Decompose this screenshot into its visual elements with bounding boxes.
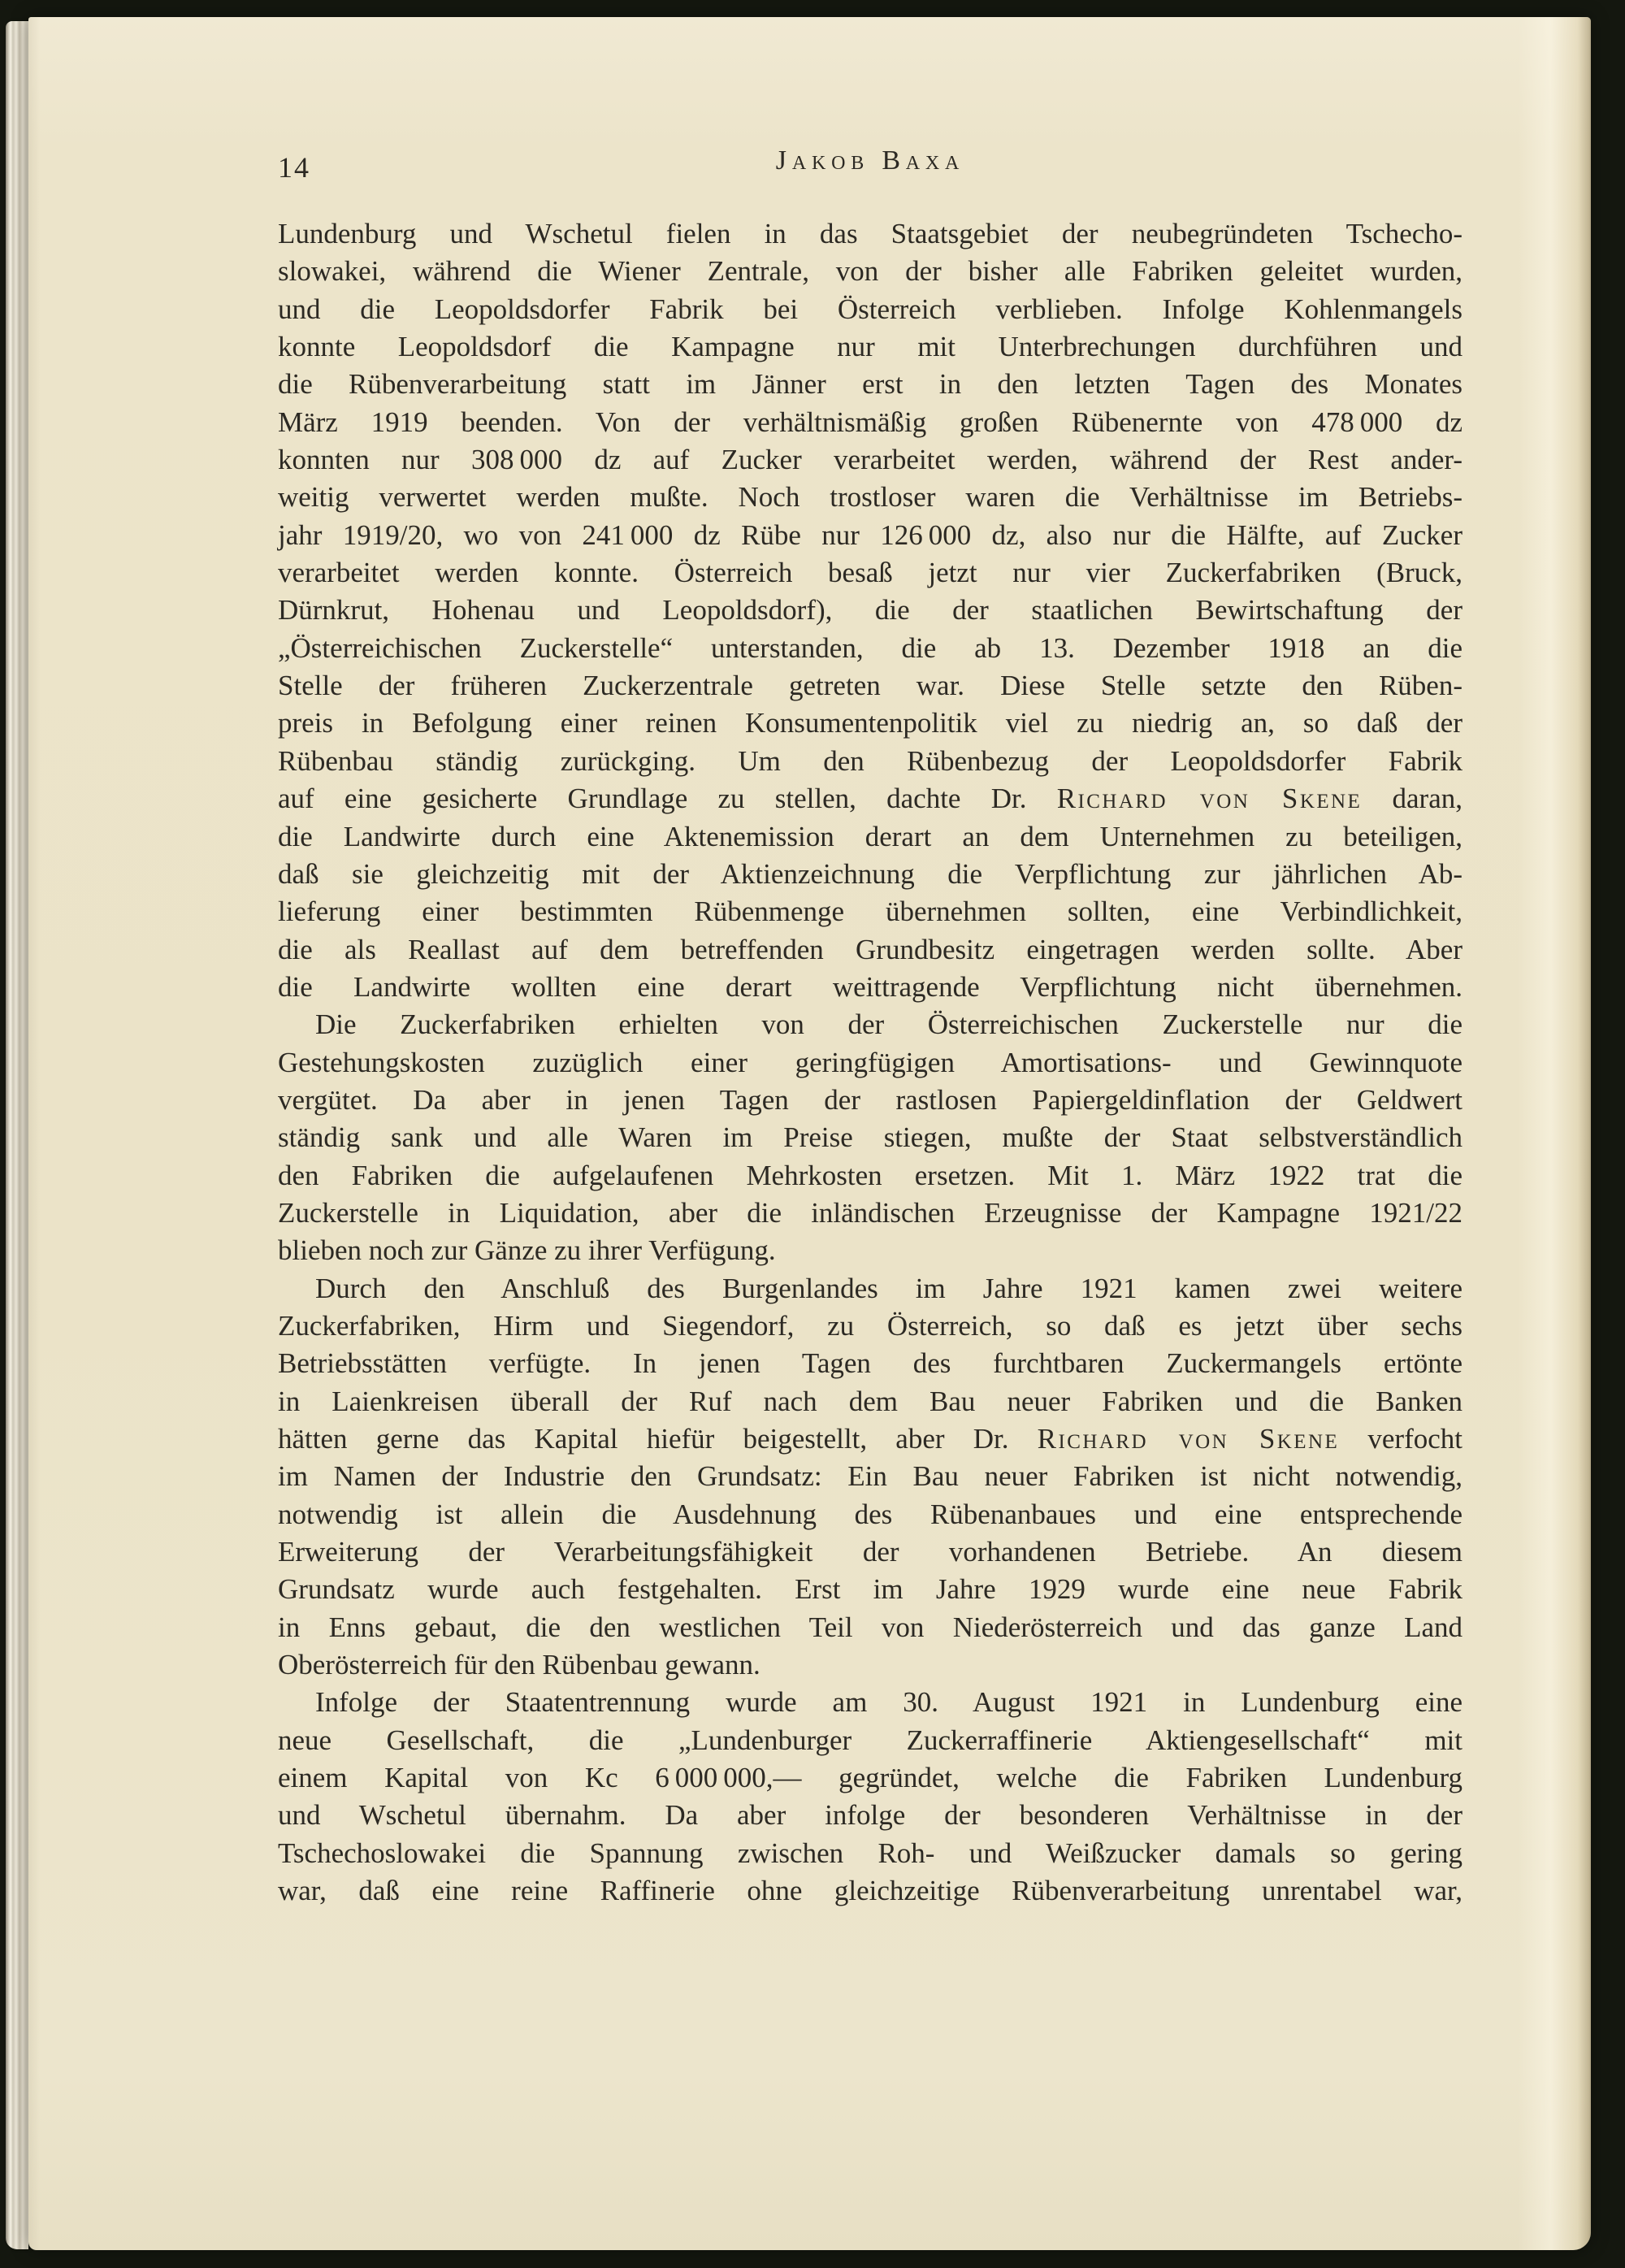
text-line: konnten nur 308 000 dz auf Zucker verarbeitet werden, während der Rest ander- — [278, 444, 1462, 476]
text-line: März 1919 beenden. Von der verhältnismäßig großen Rübenernte von 478 000 dz — [278, 405, 1462, 438]
text-line: Gestehungskosten zuzüglich einer geringfügigen Amortisations- und Gewinnquote — [278, 1046, 1462, 1078]
text-line: Oberösterreich für den Rübenbau gewann. — [278, 1649, 760, 1681]
text-line: notwendig ist allein die Ausdehnung des Rübenanbaues und eine entsprechende — [278, 1498, 1462, 1530]
text-line: einem Kapital von Kc 6 000 000,— gegründet, welche die Fabriken Lundenburg — [278, 1762, 1462, 1794]
book-page — [28, 17, 1591, 2250]
text-line: Infolge der Staatentrennung wurde am 30. August 1921 in Lundenburg eine — [315, 1686, 1462, 1719]
text-line: im Namen der Industrie den Grundsatz: Ein Bau neuer Fabriken ist nicht notwendig, — [278, 1460, 1462, 1493]
person-name-smallcaps: Richard von Skene — [1056, 783, 1363, 815]
text-line: Tschechoslowakei die Spannung zwischen Roh- und Weißzucker damals so gering — [278, 1837, 1462, 1869]
text-line: jahr 1919/20, wo von 241 000 dz Rübe nur 126 000 dz, also nur die Hälfte, auf Zucker — [278, 518, 1462, 551]
text-line: Stelle der früheren Zuckerzentrale getreten war. Diese Stelle setzte den Rüben- — [278, 670, 1462, 702]
text-line: auf eine gesicherte Grundlage zu stellen, dachte Dr. Richard von Skene daran, — [278, 783, 1462, 815]
text-line: vergütet. Da aber in jenen Tagen der rastlosen Papiergeldinflation der Geldwert — [278, 1083, 1462, 1116]
text-line: Rübenbau ständig zurückging. Um den Rübenbezug der Leopoldsdorfer Fabrik — [278, 744, 1462, 777]
page-edge-stack — [6, 21, 28, 2249]
text-line: weitig verwertet werden mußte. Noch trostloser waren die Verhältnisse im Betriebs- — [278, 481, 1462, 514]
text-line: Zuckerstelle in Liquidation, aber die inländischen Erzeugnisse der Kampagne 1921/22 — [278, 1196, 1462, 1229]
text-line: die Landwirte durch eine Aktenemission derart an dem Unternehmen zu beteiligen, — [278, 820, 1462, 852]
text-line: Erweiterung der Verarbeitungsfähigkeit der vorhandenen Betriebe. An diesem — [278, 1536, 1462, 1568]
text-line: und Wschetul übernahm. Da aber infolge der besonderen Verhältnisse in der — [278, 1799, 1462, 1832]
running-header-author: Jakob Baxa — [775, 145, 965, 176]
page-header — [278, 145, 1462, 188]
text-line: „Österreichischen Zuckerstelle“ unterstanden, die ab 13. Dezember 1918 an die — [278, 631, 1462, 664]
text-line: neue Gesellschaft, die „Lundenburger Zuckerraffinerie Aktiengesellschaft“ mit — [278, 1724, 1462, 1756]
text-line: blieben noch zur Gänze zu ihrer Verfügung. — [278, 1234, 776, 1267]
text-line: die Landwirte wollten eine derart weittragende Verpflichtung nicht übernehmen. — [278, 970, 1462, 1003]
text-line: die als Reallast auf dem betreffenden Grundbesitz eingetragen werden sollte. Aber — [278, 933, 1462, 965]
text-line: Die Zuckerfabriken erhielten von der Österreichischen Zuckerstelle nur die — [315, 1008, 1462, 1041]
text-line: Betriebsstätten verfügte. In jenen Tagen des furchtbaren Zuckermangels ertönte — [278, 1347, 1462, 1380]
text-line: Grundsatz wurde auch festgehalten. Erst im Jahre 1929 wurde eine neue Fabrik — [278, 1573, 1462, 1606]
text-line: war, daß eine reine Raffinerie ohne gleichzeitige Rübenverarbeitung unrentabel war, — [278, 1875, 1462, 1907]
text-line: daß sie gleichzeitig mit der Aktienzeichnung die Verpflichtung zur jährlichen Ab- — [278, 857, 1462, 890]
page-number: 14 — [278, 151, 310, 184]
text-line: den Fabriken die aufgelaufenen Mehrkosten ersetzen. Mit 1. März 1922 trat die — [278, 1159, 1462, 1191]
text-line: slowakei, während die Wiener Zentrale, von der bisher alle Fabriken geleitet wurden, — [278, 255, 1462, 288]
text-line: ständig sank und alle Waren im Preise stiegen, mußte der Staat selbstverständlich — [278, 1121, 1462, 1154]
text-line: konnte Leopoldsdorf die Kampagne nur mit Unterbrechungen durchführen und — [278, 331, 1462, 363]
text-line: die Rübenverarbeitung statt im Jänner erst in den letzten Tagen des Monates — [278, 368, 1462, 401]
text-line: Zuckerfabriken, Hirm und Siegendorf, zu Österreich, so daß es jetzt über sechs — [278, 1309, 1462, 1342]
text-line: verarbeitet werden konnte. Österreich besaß jetzt nur vier Zuckerfabriken (Bruck, — [278, 557, 1462, 589]
adjacent-page-edge — [1591, 20, 1625, 2256]
text-line: in Laienkreisen überall der Ruf nach dem Bau neuer Fabriken und die Banken — [278, 1385, 1462, 1417]
text-line: Lundenburg und Wschetul fielen in das Staatsgebiet der neubegründeten Tschecho- — [278, 218, 1462, 249]
text-line: in Enns gebaut, die den westlichen Teil von Niederösterreich und das ganze Land — [278, 1611, 1462, 1643]
text-line: Durch den Anschluß des Burgenlandes im Jahre 1921 kamen zwei weitere — [315, 1272, 1462, 1304]
text-block — [278, 215, 1462, 1910]
text-line: Dürnkrut, Hohenau und Leopoldsdorf), die der staatlichen Bewirtschaftung der — [278, 594, 1462, 627]
text-line: hätten gerne das Kapital hiefür beigestellt, aber Dr. Richard von Skene verfocht — [278, 1423, 1462, 1455]
text-line: lieferung einer bestimmten Rübenmenge übernehmen sollten, eine Verbindlichkeit, — [278, 895, 1462, 928]
text-line: und die Leopoldsdorfer Fabrik bei Österreich verblieben. Infolge Kohlenmangels — [278, 293, 1462, 325]
text-line: preis in Befolgung einer reinen Konsumentenpolitik viel zu niedrig an, so daß der — [278, 707, 1462, 739]
person-name-smallcaps: Richard von Skene — [1037, 1423, 1340, 1455]
